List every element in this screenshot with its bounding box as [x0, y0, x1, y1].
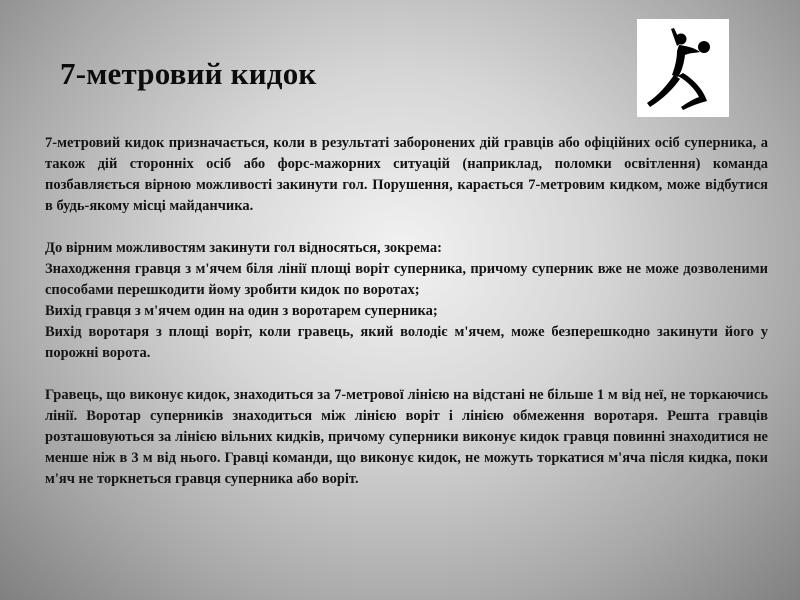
slide-body	[45, 133, 768, 490]
list-item: Знаходження гравця з м'ячем біля лінії площі воріт суперника, причому суперник вже не може дозволеними способами перешкодити йому зробити кидок по воротах;	[45, 261, 768, 298]
handball-player-icon	[637, 19, 729, 117]
spacer	[45, 364, 768, 385]
intro-paragraph: 7-метровий кидок призначається, коли в результаті заборонених дій гравців або офіційних осіб суперника, а також дій сторонніх осіб або форс-мажорних ситуацій (наприклад, поломки освітлення) команда позбавляється вірною можливості закинути гол. Порушення, карається 7-метровим кидком, може відбутися в будь-якому місці майданчика.	[45, 135, 768, 214]
list-heading: До вірним можливостям закинути гол відносяться, зокрема:	[45, 240, 442, 256]
rules-paragraph: Гравець, що виконує кидок, знаходиться за 7-метрової лінією на відстані не більше 1 м від неї, не торкаючись лінії. Воротар суперників знаходиться між лінією воріт і лінією обмеження воротаря. Решта гравців розташовуються за лінією вільних кидків, причому суперники виконує кидок гравця повинні знаходитися не менше ніж в 3 м від нього. Гравці команди, що виконує кидок, не можуть торкатися м'яча після кидка, поки м'яч не торкнеться гравця суперника або воріт.	[45, 387, 768, 487]
spacer	[45, 217, 768, 238]
slide-title: 7-метровий кидок	[60, 56, 317, 91]
list-item: Вихід воротаря з площі воріт, коли гравець, який володіє м'ячем, може безперешкодно закинути його у порожні ворота.	[45, 324, 768, 361]
list-item: Вихід гравця з м'ячем один на один з воротарем суперника;	[45, 303, 438, 319]
